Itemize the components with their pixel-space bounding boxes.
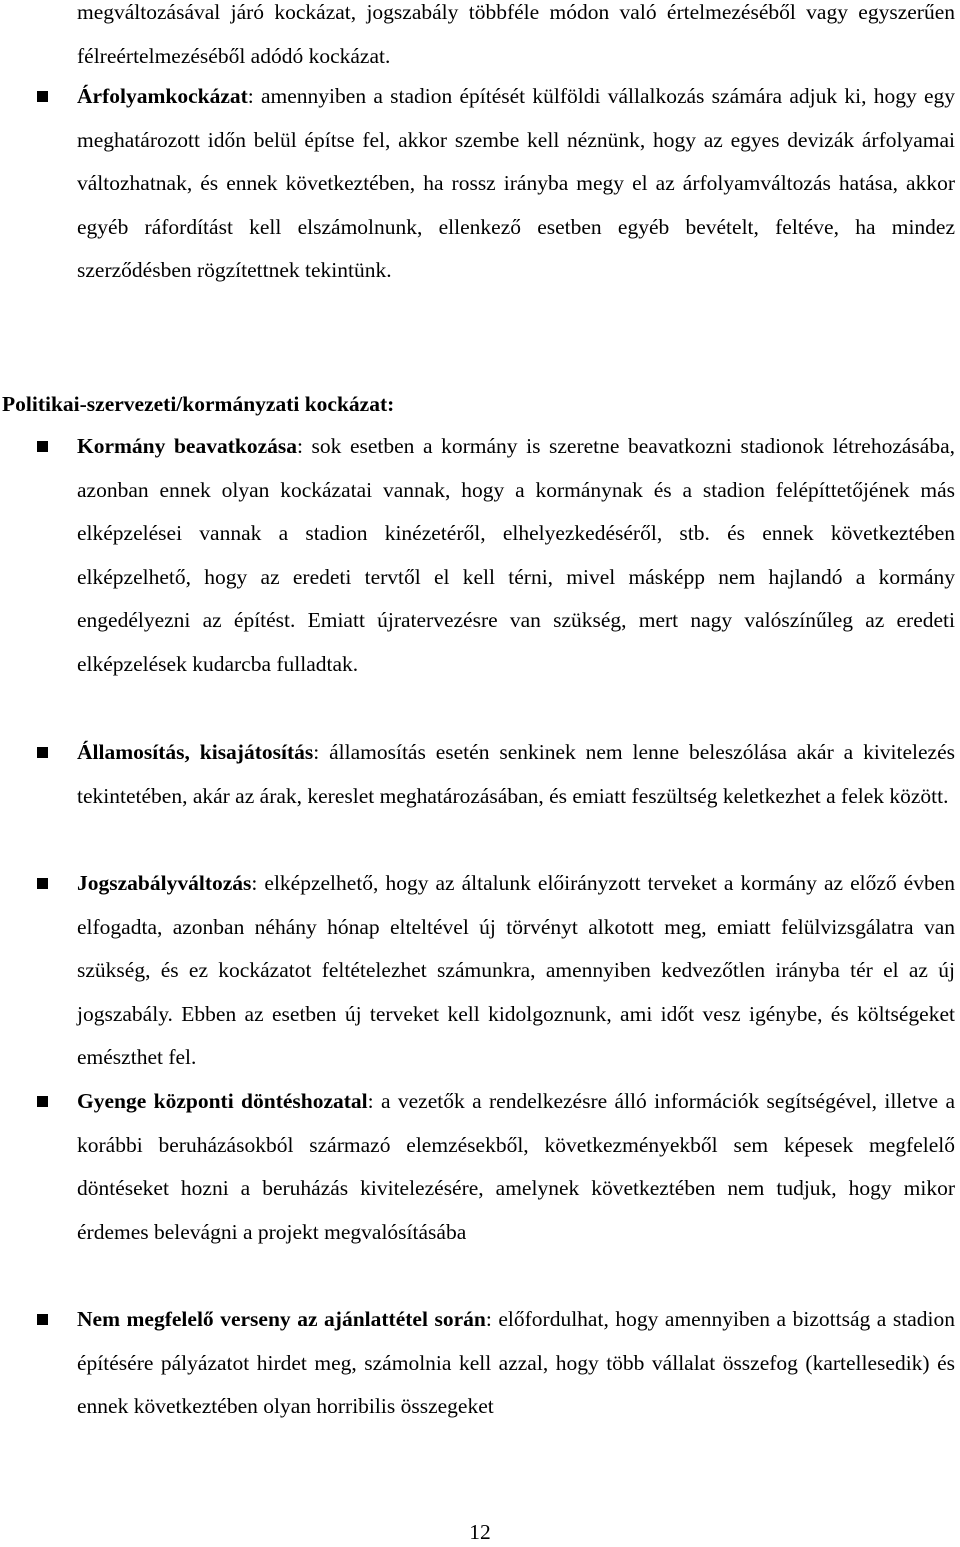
intro-continuation-paragraph bbox=[77, 0, 955, 78]
bullet-text: : elképzelhető, hogy az általunk előirányzott terveket a kormány az előző évben elfogadta, azonban néhány hónap elteltével új törvényt alkotott meg, emiatt felülvizsgálatra van szükség, és ez kockázatot feltételezhet számunkra, amennyiben kedvezőtlen irányba tér el az új jogszabály. Ebben az esetben új terveket kell kidolgoznunk, ami időt vesz igénybe, és költségeket emészthet fel. bbox=[77, 871, 955, 1070]
bullet-jogszabalyvaltozas bbox=[77, 862, 955, 1080]
square-bullet-icon bbox=[37, 1096, 48, 1107]
bullet-arfolyamkockazat bbox=[77, 75, 955, 293]
bullet-term: Nem megfelelő verseny az ajánlattétel során bbox=[77, 1307, 486, 1331]
bullet-term: Államosítás, kisajátosítás bbox=[77, 740, 314, 764]
bullet-gyenge-kozponti-donteshozatal bbox=[77, 1080, 955, 1254]
bullet-text: : sok esetben a kormány is szeretne beavatkozni stadionok létrehozásába, azonban ennek olyan kockázatai vannak, hogy a kormánynak és a stadion felépíttetőjének más elképzelései vannak a stadion kinézetéről, elhelyezkedéséről, stb. és ennek következtében elképzelhető, hogy az eredeti tervtől el kell térni, mivel másképp nem hajlandó a kormány engedélyezni az építést. Emiatt újratervezésre van szükség, mert nagy valószínűleg az eredeti elképzelések kudarcba fulladtak. bbox=[77, 434, 955, 676]
bullet-text: : előfordulhat, hogy amennyiben a bizottság a stadion építésére pályázatot hirdet meg, számolnia kell azzal, hogy több vállalat összefog (kartellesedik) és ennek következtében olyan horribilis összegeket bbox=[77, 1307, 955, 1419]
bullet-term: Árfolyamkockázat bbox=[77, 84, 248, 108]
square-bullet-icon bbox=[37, 747, 48, 758]
square-bullet-icon bbox=[37, 878, 48, 889]
square-bullet-icon bbox=[37, 91, 48, 102]
bullet-term: Jogszabályváltozás bbox=[77, 871, 252, 895]
bullet-kormany-beavatkozasa bbox=[77, 425, 955, 687]
bullet-nem-megfelelo-verseny bbox=[77, 1298, 955, 1429]
section-heading: Politikai-szervezeti/kormányzati kockázat: bbox=[2, 392, 395, 416]
square-bullet-icon bbox=[37, 1314, 48, 1325]
bullet-allamositas bbox=[77, 731, 955, 818]
bullet-text: : amennyiben a stadion építését külföldi vállalkozás számára adjuk ki, hogy egy meghatározott időn belül építse fel, akkor szembe kell néznünk, hogy az egyes devizák árfolyamai változhatnak, és ennek következtében, ha rossz irányba megy el az árfolyamváltozás hatása, akkor egyéb ráfordítást kell elszámolnunk, ellenkező esetben egyéb bevételt, feltéve, ha mindez szerződésben rögzítettnek tekintünk. bbox=[77, 84, 955, 283]
bullet-text: : államosítás esetén senkinek nem lenne beleszólása akár a kivitelezés tekintetében, akár az árak, kereslet meghatározásában, és emiatt feszültség keletkezhet a felek között. bbox=[77, 740, 955, 808]
square-bullet-icon bbox=[37, 441, 48, 452]
intro-continuation-text: megváltozásával járó kockázat, jogszabály többféle módon való értelmezéséből vagy egyszerűen félreértelmezéséből adódó kockázat. bbox=[77, 0, 955, 68]
bullet-term: Gyenge központi döntéshozatal bbox=[77, 1089, 368, 1113]
bullet-text: : a vezetők a rendelkezésre álló információk segítségével, illetve a korábbi beruházásokból származó elemzésekből, következményekből sem képesek megfelelő döntéseket hozni a beruházás kivitelezésére, amelynek következtében nem tudjuk, hogy mikor érdemes belevágni a projekt megvalósításába bbox=[77, 1089, 955, 1244]
bullet-term: Kormány beavatkozása bbox=[77, 434, 297, 458]
page-number: 12 bbox=[469, 1520, 491, 1544]
